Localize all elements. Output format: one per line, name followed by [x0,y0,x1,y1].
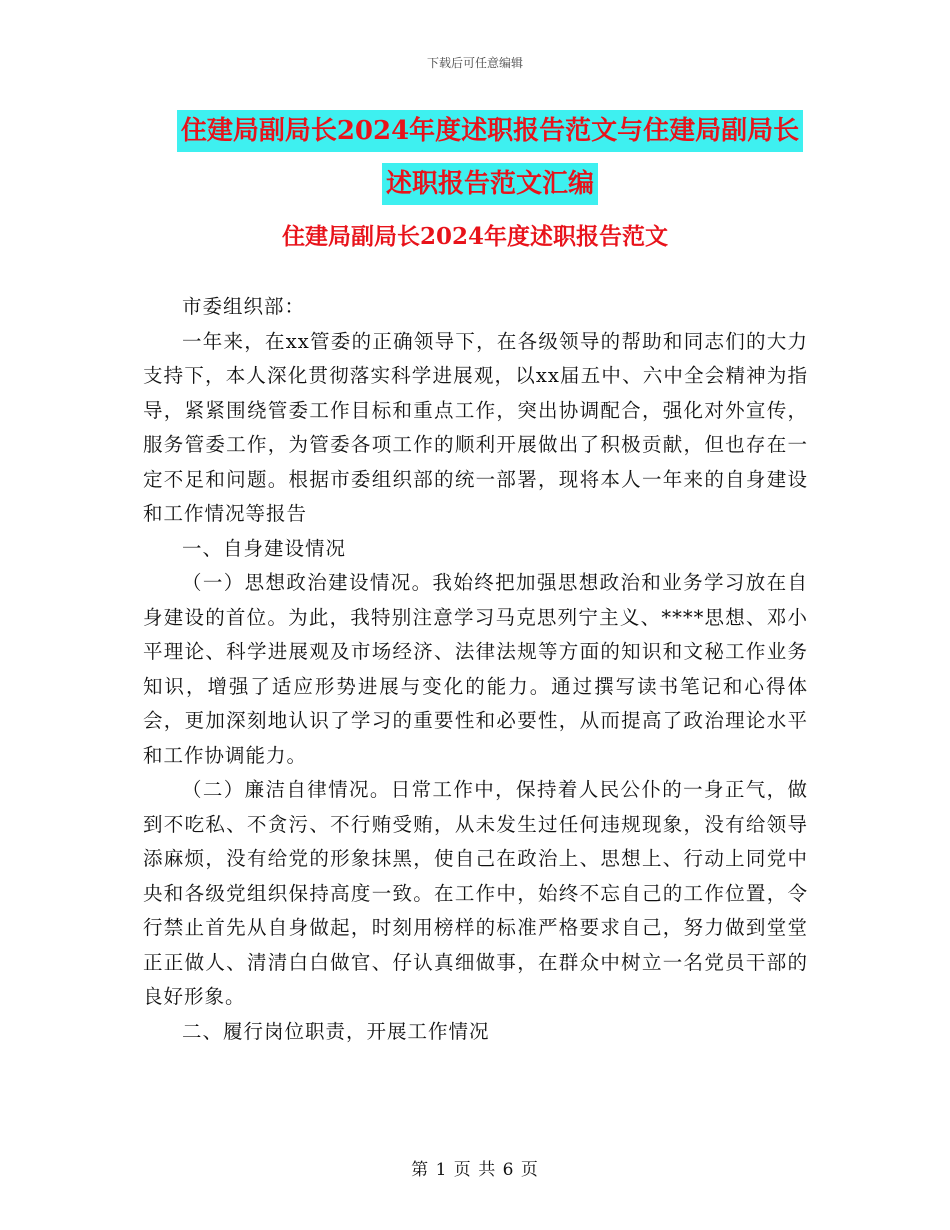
heading-self-building: 一、自身建设情况 [182,536,347,560]
document-body [143,290,808,1049]
paragraph-political: （一）思想政治建设情况。我始终把加强思想政治和业务学习放在自身建设的首位。为此，我特别注意学习马克思列宁主义、****思想、邓小平理论、科学进展观及市场经济、法律法规等方面的知识和文秘工作业务知识，增强了适应形势进展与变化的能力。通过撰写读书笔记和心得体会，更加深刻地认识了学习的重要性和必要性，从而提高了政治理论水平和工作协调能力。 [143,571,808,767]
section-title: 住建局副局长2024年度述职报告范文 [281,223,668,250]
salutation: 市委组织部： [182,295,306,318]
paragraph-intro: 一年来，在xx管委的正确领导下，在各级领导的帮助和同志们的大力支持下，本人深化贯彻落实科学进展观，以xx届五中、六中全会精神为指导，紧紧围绕管委工作目标和重点工作，突出协调配合，强化对外宣传，服务管委工作，为管委各项工作的顺利开展做出了积极贡献，但也存在一定不足和问题。根据市委组织部的统一部署，现将本人一年来的自身建设和工作情况等报告 [143,329,808,525]
page-number: 第 1 页 共 6 页 [411,1160,539,1180]
title-line-2: 述职报告范文汇编 [382,163,598,205]
heading-duties: 二、履行岗位职责，开展工作情况 [182,1019,490,1043]
header-note: 下载后可任意编辑 [426,56,523,70]
title-line-1: 住建局副局长2024年度述职报告范文与住建局副局长 [177,110,803,152]
document-title [140,110,840,216]
paragraph-integrity: （二）廉洁自律情况。日常工作中，保持着人民公仆的一身正气，做到不吃私、不贪污、不行贿受贿，从未发生过任何违规现象，没有给领导添麻烦，没有给党的形象抹黑，使自己在政治上、思想上、行动上同党中央和各级党组织保持高度一致。在工作中，始终不忘自己的工作位置，令行禁止首先从自身做起，时刻用榜样的标准严格要求自己，努力做到堂堂正正做人、清清白白做官、仔认真细做事，在群众中树立一名党员干部的良好形象。 [143,778,808,1008]
